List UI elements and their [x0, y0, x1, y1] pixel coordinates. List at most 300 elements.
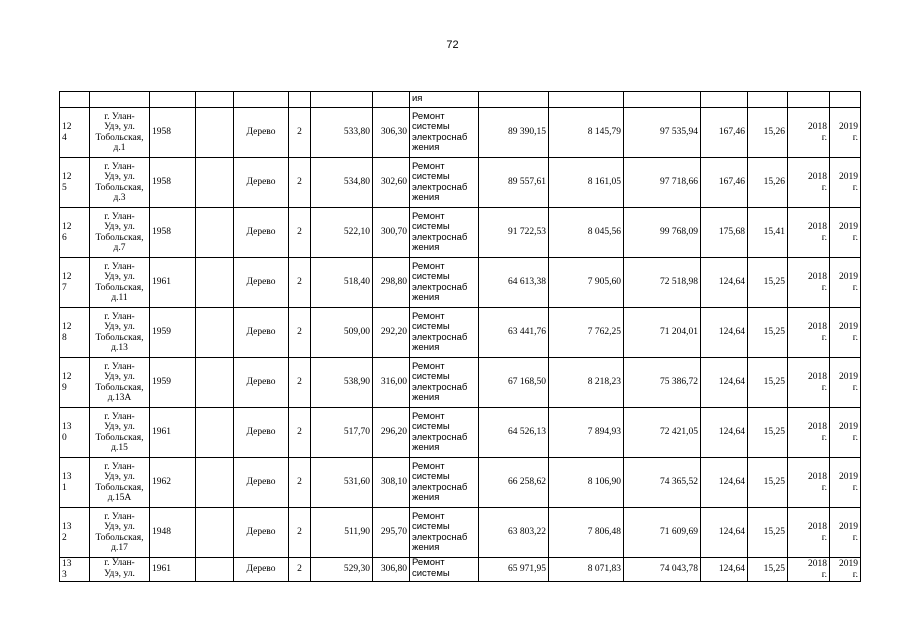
cell-line: Тобольская,	[95, 132, 144, 143]
work-type	[410, 308, 479, 358]
total-area: 531,60	[311, 458, 373, 508]
cell-line: г.	[821, 282, 827, 293]
empty-cell	[196, 208, 234, 258]
table-row	[60, 358, 861, 408]
cell-line: г.	[821, 332, 827, 343]
living-area: 316,00	[373, 358, 410, 408]
cell-line: г.	[821, 432, 827, 443]
work-type	[410, 158, 479, 208]
cell-line: г.	[852, 569, 858, 580]
cell-line: электроснаб	[412, 281, 468, 293]
repair-register-table	[59, 91, 861, 582]
unit-cost: 175,68	[701, 208, 748, 258]
wall-material: Дерево	[234, 158, 289, 208]
floors: 2	[289, 108, 311, 158]
floors: 2	[289, 508, 311, 558]
year-built: 1962	[150, 458, 196, 508]
row-number	[60, 108, 90, 158]
cell-line: Тобольская,	[95, 532, 144, 543]
work-type	[410, 458, 479, 508]
work-type	[410, 258, 479, 308]
cell-line: Ремонт	[412, 460, 445, 472]
cost-fund: 89 557,61	[479, 158, 549, 208]
table-row	[60, 158, 861, 208]
unit-cost-limit: 15,25	[748, 458, 788, 508]
cell-line: жения	[412, 492, 440, 503]
planned-end-year	[830, 408, 861, 458]
unit-cost: 124,64	[701, 358, 748, 408]
cell-line: жения	[412, 442, 440, 453]
planned-start-year	[788, 358, 830, 408]
total-area: 534,80	[311, 158, 373, 208]
floors: 2	[289, 158, 311, 208]
empty-cell	[196, 408, 234, 458]
cell-line: электроснаб	[412, 181, 468, 193]
planned-start-year	[788, 308, 830, 358]
cell-line: 2019	[839, 222, 858, 232]
cell-line: г. Улан-	[104, 558, 135, 568]
cell-line: Ремонт	[412, 260, 445, 272]
cell-line: 2018	[808, 559, 827, 569]
row-number	[60, 258, 90, 308]
cell-line: системы	[412, 321, 450, 332]
total-area: 511,90	[311, 508, 373, 558]
cell-line: Удэ, ул.	[104, 122, 135, 132]
total-cost: 72 421,05	[624, 408, 701, 458]
cell-line: 13	[62, 559, 72, 569]
total-cost: 72 518,98	[624, 258, 701, 308]
table-row	[60, 92, 861, 108]
wall-material: Дерево	[234, 258, 289, 308]
cell-line: д.15	[111, 443, 128, 453]
cell-line: системы	[412, 121, 450, 132]
cell-line: 2019	[839, 559, 858, 569]
unit-cost-limit: 15,26	[748, 108, 788, 158]
cell-line: жения	[412, 392, 440, 403]
cost-owners: 8 145,79	[549, 108, 624, 158]
planned-end-year	[830, 258, 861, 308]
cell-line: г. Улан-	[104, 411, 135, 422]
row-number	[60, 158, 90, 208]
cell-line: 13	[62, 422, 72, 432]
unit-cost: 124,64	[701, 258, 748, 308]
row-number	[60, 358, 90, 408]
cell-line: 2019	[839, 322, 858, 332]
empty-cell	[196, 358, 234, 408]
empty-cell	[196, 558, 234, 582]
table-row	[60, 508, 861, 558]
planned-start-year	[788, 508, 830, 558]
unit-cost: 167,46	[701, 108, 748, 158]
total-cost: 97 718,66	[624, 158, 701, 208]
year-built: 1959	[150, 358, 196, 408]
empty-cell	[196, 108, 234, 158]
cost-owners: 8 106,90	[549, 458, 624, 508]
cell-line: д.1	[113, 143, 126, 153]
cell-line: 2018	[808, 522, 827, 532]
total-area: 517,70	[311, 408, 373, 458]
planned-end-year	[830, 358, 861, 408]
cell-line: 12	[62, 372, 72, 382]
cost-owners: 7 806,48	[549, 508, 624, 558]
cell-line: Ремонт	[412, 310, 445, 322]
cell-line: системы	[412, 471, 450, 482]
address-cell	[90, 258, 150, 308]
cell-line: г.	[821, 182, 827, 193]
cell-line: д.7	[113, 243, 126, 253]
row-number	[60, 458, 90, 508]
cell-line: системы	[412, 221, 450, 232]
unit-cost: 124,64	[701, 558, 748, 582]
cell-line: 2018	[808, 372, 827, 382]
living-area: 302,60	[373, 158, 410, 208]
cell-line: Тобольская,	[95, 332, 144, 343]
cell-line: г.	[852, 232, 858, 243]
cell-line: г. Улан-	[104, 311, 135, 322]
year-built: 1961	[150, 408, 196, 458]
cell-line: д.13А	[107, 393, 132, 403]
cell-line: 1	[62, 482, 67, 493]
table-row	[60, 308, 861, 358]
cost-fund: 66 258,62	[479, 458, 549, 508]
floors: 2	[289, 308, 311, 358]
cell-line: жения	[412, 242, 440, 253]
cell-line: Удэ, ул.	[104, 172, 135, 182]
floors: 2	[289, 558, 311, 582]
planned-start-year	[788, 158, 830, 208]
planned-end-year	[830, 158, 861, 208]
year-built: 1961	[150, 558, 196, 582]
cell-line: д.3	[113, 193, 126, 203]
planned-end-year	[830, 508, 861, 558]
cost-owners: 8 045,56	[549, 208, 624, 258]
work-type	[410, 208, 479, 258]
cell-line: Удэ, ул.	[104, 522, 135, 532]
address-cell	[90, 158, 150, 208]
planned-start-year	[788, 108, 830, 158]
cell-line: системы	[412, 521, 450, 532]
cell-line: электроснаб	[412, 131, 468, 143]
cell-line: 2018	[808, 272, 827, 282]
work-cell-continuation: ия	[410, 92, 479, 108]
living-area: 306,80	[373, 558, 410, 582]
cell-line: 2018	[808, 222, 827, 232]
planned-end-year	[830, 458, 861, 508]
floors: 2	[289, 458, 311, 508]
cost-owners: 8 071,83	[549, 558, 624, 582]
total-area: 529,30	[311, 558, 373, 582]
total-area: 538,90	[311, 358, 373, 408]
cell-line: Удэ, ул.	[104, 568, 135, 579]
wall-material: Дерево	[234, 358, 289, 408]
unit-cost-limit: 15,26	[748, 158, 788, 208]
address-cell	[90, 508, 150, 558]
cell-line: 5	[62, 182, 67, 193]
wall-material: Дерево	[234, 458, 289, 508]
cell-line: 2019	[839, 522, 858, 532]
year-built: 1948	[150, 508, 196, 558]
cell-line: 2018	[808, 472, 827, 482]
cell-line: Тобольская,	[95, 182, 144, 193]
cell-line: 8	[62, 332, 67, 343]
work-type	[410, 108, 479, 158]
floors: 2	[289, 358, 311, 408]
empty-cell	[196, 308, 234, 358]
cell-line: 2019	[839, 472, 858, 482]
unit-cost: 124,64	[701, 308, 748, 358]
table-row	[60, 458, 861, 508]
address-cell	[90, 308, 150, 358]
total-area: 533,80	[311, 108, 373, 158]
planned-end-year	[830, 208, 861, 258]
cell-line: 2019	[839, 272, 858, 282]
work-type	[410, 508, 479, 558]
cell-line: 2018	[808, 122, 827, 132]
empty-cell	[196, 458, 234, 508]
cell-line: Удэ, ул.	[104, 322, 135, 332]
year-built: 1958	[150, 208, 196, 258]
total-cost: 75 386,72	[624, 358, 701, 408]
unit-cost: 124,64	[701, 508, 748, 558]
table-row	[60, 408, 861, 458]
cell-line: Удэ, ул.	[104, 472, 135, 482]
cell-line: системы	[412, 271, 450, 282]
cell-line: 13	[62, 472, 72, 482]
living-area: 296,20	[373, 408, 410, 458]
cell-line: Ремонт	[412, 160, 445, 172]
wall-material: Дерево	[234, 558, 289, 582]
cost-fund: 65 971,95	[479, 558, 549, 582]
cell-line: 12	[62, 122, 72, 132]
empty-cell	[196, 258, 234, 308]
planned-start-year	[788, 558, 830, 582]
cost-owners: 8 218,23	[549, 358, 624, 408]
cell-line: д.11	[111, 293, 128, 303]
cell-line: 2	[62, 532, 67, 543]
planned-start-year	[788, 408, 830, 458]
total-cost: 97 535,94	[624, 108, 701, 158]
cell-line: д.17	[111, 543, 128, 553]
unit-cost-limit: 15,25	[748, 558, 788, 582]
cell-line: Ремонт	[412, 210, 445, 222]
cell-line: Удэ, ул.	[104, 422, 135, 432]
cell-line: 12	[62, 322, 72, 332]
cell-line: 6	[62, 232, 67, 243]
cell-line: 3	[62, 569, 67, 580]
planned-start-year	[788, 258, 830, 308]
row-number	[60, 408, 90, 458]
cell-line: электроснаб	[412, 431, 468, 443]
cell-line: 12	[62, 272, 72, 282]
living-area: 300,70	[373, 208, 410, 258]
total-cost: 74 043,78	[624, 558, 701, 582]
cell-line: электроснаб	[412, 531, 468, 543]
cell-line: г. Улан-	[104, 211, 135, 222]
unit-cost-limit: 15,25	[748, 308, 788, 358]
planned-end-year	[830, 558, 861, 582]
cell-line: 2019	[839, 372, 858, 382]
total-cost: 74 365,52	[624, 458, 701, 508]
cell-line: Ремонт	[412, 410, 445, 422]
cost-fund: 89 390,15	[479, 108, 549, 158]
total-area: 522,10	[311, 208, 373, 258]
unit-cost-limit: 15,41	[748, 208, 788, 258]
cell-line: Тобольская,	[95, 232, 144, 243]
work-type	[410, 558, 479, 582]
wall-material: Дерево	[234, 308, 289, 358]
cost-fund: 63 441,76	[479, 308, 549, 358]
address-cell	[90, 358, 150, 408]
living-area: 295,70	[373, 508, 410, 558]
cell-line: 2018	[808, 422, 827, 432]
unit-cost-limit: 15,25	[748, 358, 788, 408]
cell-line: г.	[852, 482, 858, 493]
cell-line: г. Улан-	[104, 511, 135, 522]
empty-cell	[196, 508, 234, 558]
cell-line: системы	[412, 421, 450, 432]
address-cell	[90, 458, 150, 508]
total-cost: 99 768,09	[624, 208, 701, 258]
table-row	[60, 108, 861, 158]
row-number	[60, 308, 90, 358]
cell-line: электроснаб	[412, 381, 468, 393]
total-cost: 71 609,69	[624, 508, 701, 558]
cell-line: г.	[852, 382, 858, 393]
cell-line: 13	[62, 522, 72, 532]
cell-line: жения	[412, 142, 440, 153]
wall-material: Дерево	[234, 208, 289, 258]
cell-line: 2019	[839, 122, 858, 132]
year-built: 1961	[150, 258, 196, 308]
cell-line: 9	[62, 382, 67, 393]
cell-line: жения	[412, 542, 440, 553]
unit-cost: 124,64	[701, 408, 748, 458]
floors: 2	[289, 408, 311, 458]
cell-line: г.	[852, 532, 858, 543]
cell-line: 4	[62, 132, 67, 143]
cell-line: Тобольская,	[95, 382, 144, 393]
cell-line: г.	[821, 132, 827, 143]
unit-cost-limit: 15,25	[748, 408, 788, 458]
floors: 2	[289, 258, 311, 308]
cell-line: г.	[821, 532, 827, 543]
cost-fund: 63 803,22	[479, 508, 549, 558]
unit-cost-limit: 15,25	[748, 508, 788, 558]
cell-line: г.	[852, 132, 858, 143]
cell-line: Тобольская,	[95, 282, 144, 293]
cell-line: 2019	[839, 172, 858, 182]
cell-line: системы	[412, 171, 450, 182]
wall-material: Дерево	[234, 408, 289, 458]
cost-owners: 7 905,60	[549, 258, 624, 308]
floors: 2	[289, 208, 311, 258]
cell-line: Удэ, ул.	[104, 372, 135, 382]
planned-end-year	[830, 308, 861, 358]
table-row	[60, 208, 861, 258]
living-area: 298,80	[373, 258, 410, 308]
cost-fund: 91 722,53	[479, 208, 549, 258]
cell-line: г.	[821, 569, 827, 580]
table-row	[60, 558, 861, 582]
cell-line: Ремонт	[412, 557, 445, 568]
living-area: 306,30	[373, 108, 410, 158]
cell-line: Ремонт	[412, 110, 445, 122]
cell-line: системы	[412, 567, 450, 579]
cell-line: г. Улан-	[104, 161, 135, 172]
cell-line: г. Улан-	[104, 111, 135, 122]
cell-line: г. Улан-	[104, 361, 135, 372]
cell-line: д.15А	[107, 493, 132, 503]
living-area: 308,10	[373, 458, 410, 508]
total-cost: 71 204,01	[624, 308, 701, 358]
work-type	[410, 408, 479, 458]
cell-line: 2018	[808, 322, 827, 332]
cell-line: жения	[412, 192, 440, 203]
living-area: 292,20	[373, 308, 410, 358]
row-number	[60, 558, 90, 582]
cell-line: 0	[62, 432, 67, 443]
cell-line: Ремонт	[412, 510, 445, 522]
cell-line: г. Улан-	[104, 261, 135, 272]
cell-line: жения	[412, 292, 440, 303]
unit-cost: 167,46	[701, 158, 748, 208]
unit-cost-limit: 15,25	[748, 258, 788, 308]
cell-line: г.	[821, 232, 827, 243]
cell-line: Тобольская,	[95, 482, 144, 493]
cost-fund: 64 613,38	[479, 258, 549, 308]
empty-cell	[196, 158, 234, 208]
table-body	[60, 92, 861, 582]
address-cell	[90, 208, 150, 258]
total-area: 518,40	[311, 258, 373, 308]
cell-line: электроснаб	[412, 231, 468, 243]
cost-fund: 64 526,13	[479, 408, 549, 458]
cell-line: Удэ, ул.	[104, 272, 135, 282]
cell-line: электроснаб	[412, 481, 468, 493]
row-number	[60, 208, 90, 258]
cell-line: г.	[852, 432, 858, 443]
cell-line: 12	[62, 172, 72, 182]
year-built: 1958	[150, 158, 196, 208]
cell-line: электроснаб	[412, 331, 468, 343]
cell-line: Удэ, ул.	[104, 222, 135, 232]
address-cell	[90, 408, 150, 458]
unit-cost: 124,64	[701, 458, 748, 508]
cell-line: г.	[821, 482, 827, 493]
cell-line: 7	[62, 282, 67, 293]
wall-material: Дерево	[234, 508, 289, 558]
cost-owners: 7 894,93	[549, 408, 624, 458]
page-number: 72	[446, 39, 459, 51]
cell-line: г.	[821, 382, 827, 393]
cell-line: г.	[852, 182, 858, 193]
cell-line: системы	[412, 371, 450, 382]
planned-start-year	[788, 458, 830, 508]
cell-line: Ремонт	[412, 360, 445, 372]
cost-owners: 8 161,05	[549, 158, 624, 208]
cell-line: г. Улан-	[104, 461, 135, 472]
cell-line: жения	[412, 342, 440, 353]
planned-end-year	[830, 108, 861, 158]
cell-line: 12	[62, 222, 72, 232]
wall-material: Дерево	[234, 108, 289, 158]
year-built: 1959	[150, 308, 196, 358]
cell-line: 2018	[808, 172, 827, 182]
planned-start-year	[788, 208, 830, 258]
cell-line: Тобольская,	[95, 432, 144, 443]
total-area: 509,00	[311, 308, 373, 358]
row-number	[60, 508, 90, 558]
